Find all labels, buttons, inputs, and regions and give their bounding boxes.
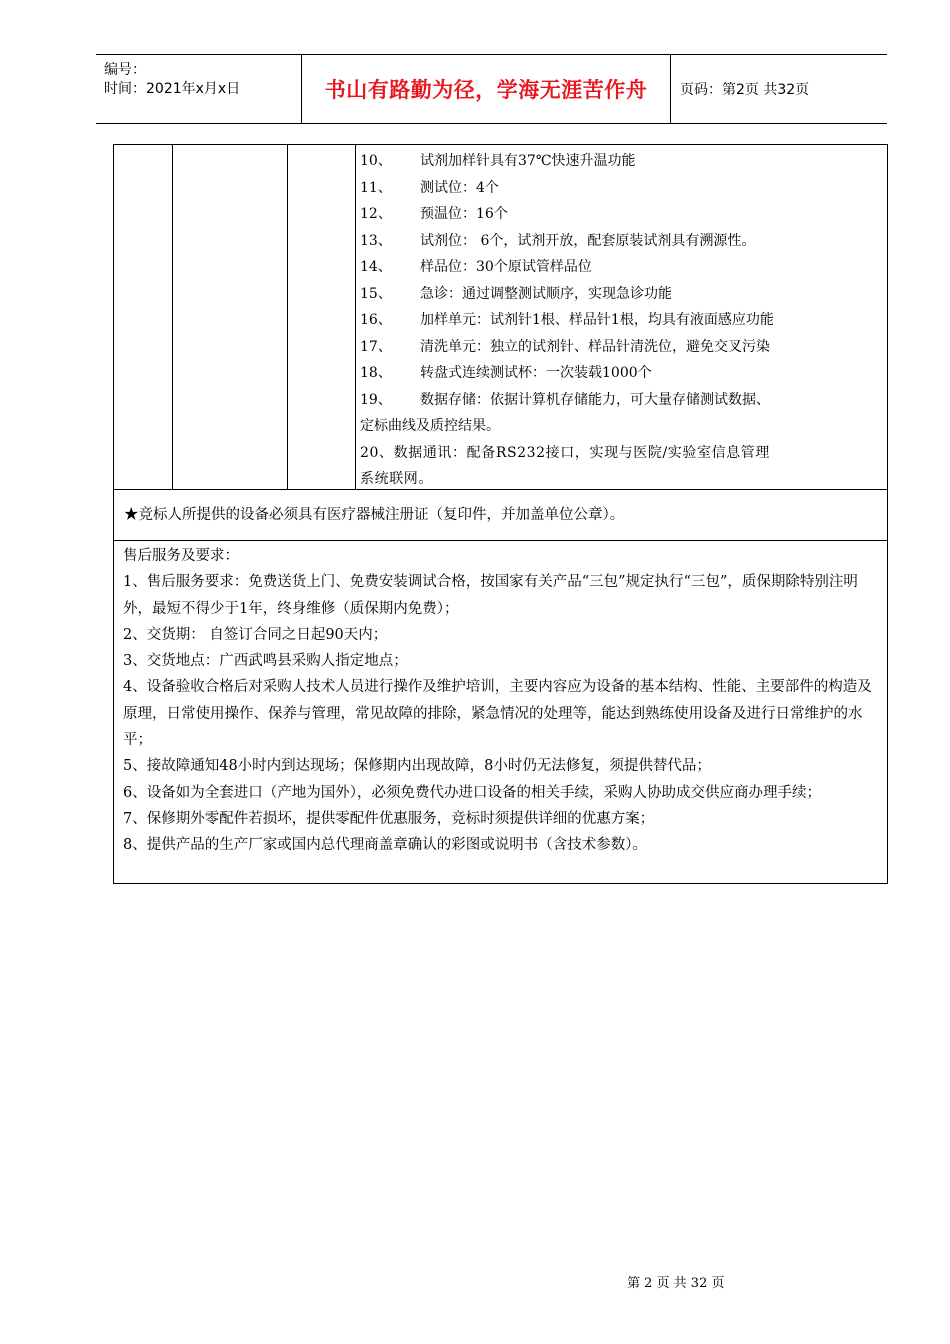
row-divider [114, 540, 887, 541]
header-page-info: 页码：第2页 共32页 [680, 82, 810, 98]
spec-item: 15、 急诊：通过调整测试顺序，实现急诊功能 [360, 285, 672, 302]
after-sales-item: 8、提供产品的生产厂家或国内总代理商盖章确认的彩图或说明书（含技术参数）。 [123, 837, 647, 854]
column-divider [287, 145, 288, 489]
spec-item: 12、 预温位：16个 [360, 206, 508, 222]
page-footer: 第 2 页 共 32 页 [627, 1276, 725, 1291]
spec-item: 11、 测试位：4个 [360, 179, 499, 196]
spec-item: 20、数据通讯：配备RS232接口，实现与医院/实验室信息管理系统联网。 [360, 444, 770, 487]
spec-item: 18、 转盘式连续测试杯：一次装载1000个 [360, 365, 652, 381]
page-header [96, 54, 887, 124]
column-divider [355, 145, 356, 489]
header-motto: 书山有路勤为径，学海无涯苦作舟 [302, 55, 671, 123]
spec-item: 13、 试剂位： 6个，试剂开放，配套原装试剂具有溯源性。 [360, 232, 756, 249]
header-meta [96, 55, 302, 123]
spec-item: 14、 样品位：30个原试管样品位 [360, 259, 592, 275]
after-sales-title: 售后服务及要求： [123, 548, 239, 564]
row-divider [114, 489, 887, 490]
column-divider [172, 145, 173, 489]
document-code-label: 编号： [104, 62, 146, 78]
spec-item: 19、 数据存储：依据计算机存储能力，可大量存储测试数据、定标曲线及质控结果。 [360, 391, 770, 434]
after-sales-section [123, 543, 881, 859]
spec-item: 10、 试剂加样针具有37℃快速升温功能 [360, 153, 636, 169]
after-sales-item: 5、接故障通知48小时内到达现场；保修期内出现故障，8小时仍无法修复，须提供替代品； [123, 758, 711, 775]
registration-notice: ★竞标人所提供的设备必须具有医疗器械注册证（复印件，并加盖单位公章）。 [124, 507, 625, 523]
spec-list [360, 148, 774, 493]
document-time-label: 时间：2021年x月x日 [104, 81, 241, 97]
after-sales-item: 7、保修期外零配件若损坏，提供零配件优惠服务，竞标时须提供详细的优惠方案； [123, 810, 655, 827]
after-sales-item: 1、售后服务要求：免费送货上门、免费安装调试合格，按国家有关产品“三包”规定执行“三包”，质保期除特别注明外，最短不得少于1年，终身维修（质保期内免费）； [123, 574, 858, 617]
spec-table [113, 144, 888, 884]
after-sales-item: 6、设备如为全套进口（产地为国外），必须免费代办进口设备的相关手续，采购人协助成交供应商办理手续； [123, 784, 821, 801]
after-sales-item: 4、设备验收合格后对采购人技术人员进行操作及维护培训，主要内容应为设备的基本结构、性能、主要部件的构造及原理，日常使用操作、保养与管理，常见故障的排除，紧急情况的处理等，能达到熟练使用设备及进行日常维护的水平； [123, 679, 872, 749]
spec-item: 17、 清洗单元：独立的试剂针、样品针清洗位，避免交叉污染 [360, 338, 770, 355]
after-sales-item: 3、交货地点：广西武鸣县采购人指定地点； [123, 653, 408, 670]
after-sales-item: 2、交货期： 自签订合同之日起90天内； [123, 626, 388, 643]
spec-item: 16、 加样单元：试剂针1根、样品针1根，均具有液面感应功能 [360, 312, 774, 328]
